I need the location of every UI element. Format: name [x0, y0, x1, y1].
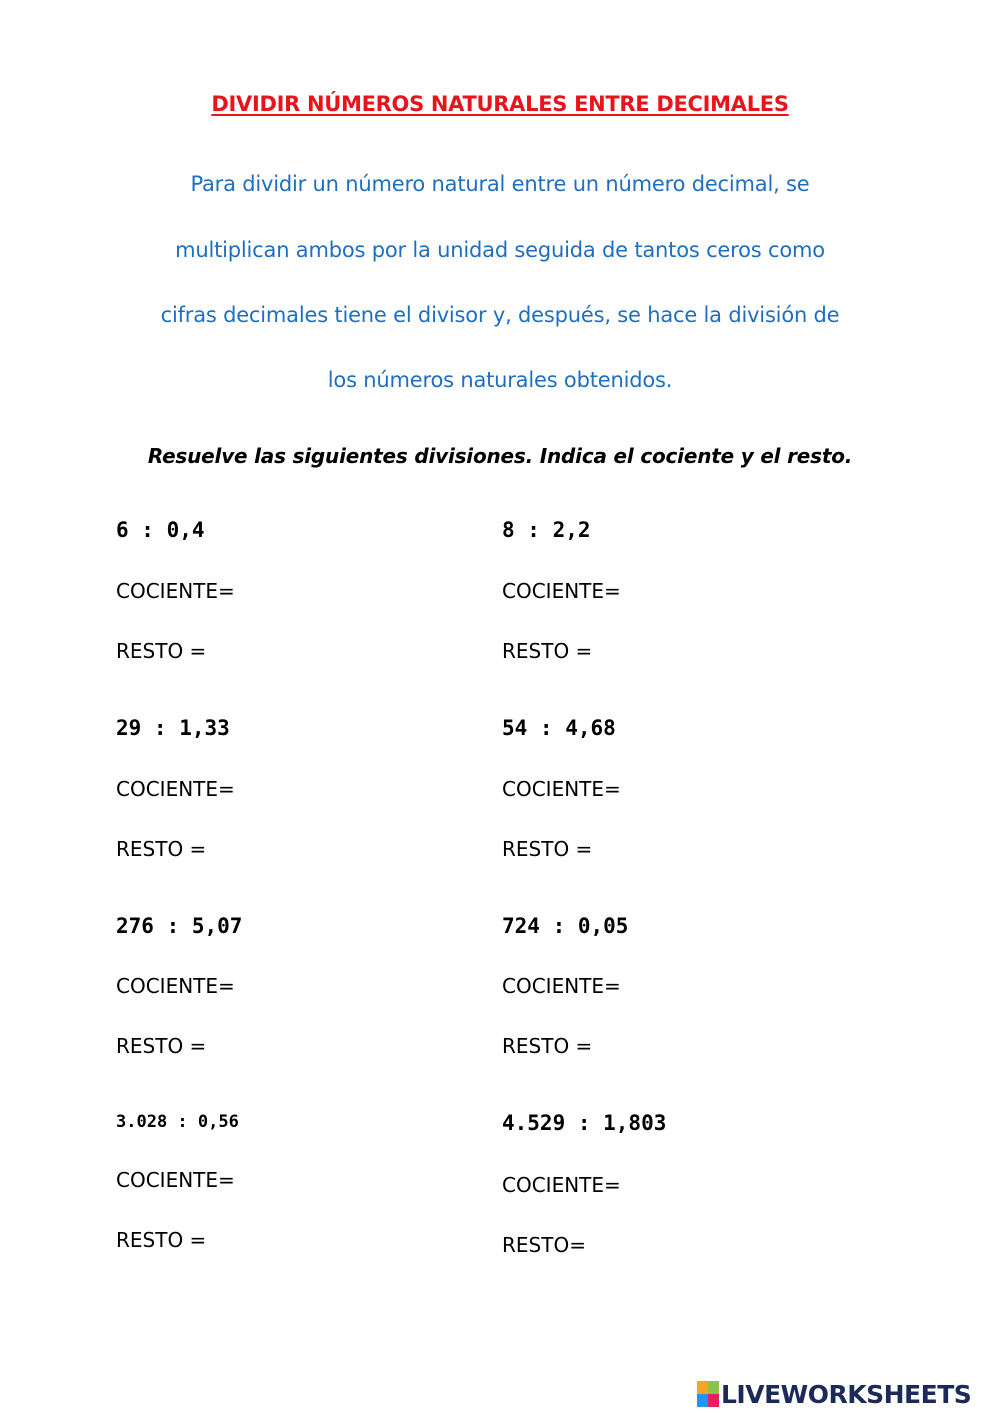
logo-square-icon	[708, 1394, 719, 1407]
logo-text: LIVEWORKSHEETS	[721, 1379, 972, 1409]
intro-line-3: cifras decimales tiene el divisor y, después, se hace la división de	[160, 303, 840, 327]
exercise-expression: 29 : 1,33	[116, 716, 230, 740]
cociente-label: COCIENTE=	[502, 579, 621, 603]
cociente-label: COCIENTE=	[502, 1173, 621, 1197]
resto-label: RESTO =	[116, 1228, 207, 1252]
exercise-expression: 3.028 : 0,56	[116, 1112, 239, 1132]
resto-label: RESTO =	[502, 837, 593, 861]
exercise-2	[502, 518, 882, 688]
exercise-8	[502, 1111, 882, 1281]
exercise-3	[116, 716, 496, 886]
logo-square-icon	[708, 1381, 719, 1394]
exercise-7	[116, 1108, 496, 1278]
resto-label: RESTO =	[502, 639, 593, 663]
intro-line-2: multiplican ambos por la unidad seguida de tantos ceros como	[175, 238, 825, 262]
resto-label: RESTO =	[116, 1034, 207, 1058]
liveworksheets-logo[interactable]	[697, 1378, 971, 1410]
cociente-label: COCIENTE=	[116, 1168, 235, 1192]
exercise-expression: 6 : 0,4	[116, 518, 205, 542]
worksheet-title: DIVIDIR NÚMEROS NATURALES ENTRE DECIMALES	[211, 92, 789, 116]
cociente-label: COCIENTE=	[116, 579, 235, 603]
exercise-expression: 276 : 5,07	[116, 914, 243, 938]
cociente-label: COCIENTE=	[116, 974, 235, 998]
instruction-text: Resuelve las siguientes divisiones. Indica el cociente y el resto.	[147, 444, 853, 468]
exercise-6	[502, 914, 882, 1084]
resto-label: RESTO =	[502, 1034, 593, 1058]
intro-line-4: los números naturales obtenidos.	[327, 368, 673, 392]
exercise-1	[116, 518, 496, 688]
exercise-expression: 724 : 0,05	[502, 914, 629, 938]
exercise-expression: 4.529 : 1,803	[502, 1111, 667, 1135]
cociente-label: COCIENTE=	[116, 777, 235, 801]
exercise-5	[116, 914, 496, 1084]
intro-line-1: Para dividir un número natural entre un número decimal, se	[190, 172, 810, 196]
resto-label: RESTO =	[116, 837, 207, 861]
exercise-4	[502, 716, 882, 886]
cociente-label: COCIENTE=	[502, 974, 621, 998]
resto-label: RESTO =	[116, 639, 207, 663]
logo-square-icon	[697, 1394, 708, 1407]
resto-label: RESTO=	[502, 1233, 586, 1257]
exercise-expression: 8 : 2,2	[502, 518, 591, 542]
liveworksheets-logo-icon	[697, 1381, 719, 1407]
logo-square-icon	[697, 1381, 708, 1394]
exercise-expression: 54 : 4,68	[502, 716, 616, 740]
cociente-label: COCIENTE=	[502, 777, 621, 801]
